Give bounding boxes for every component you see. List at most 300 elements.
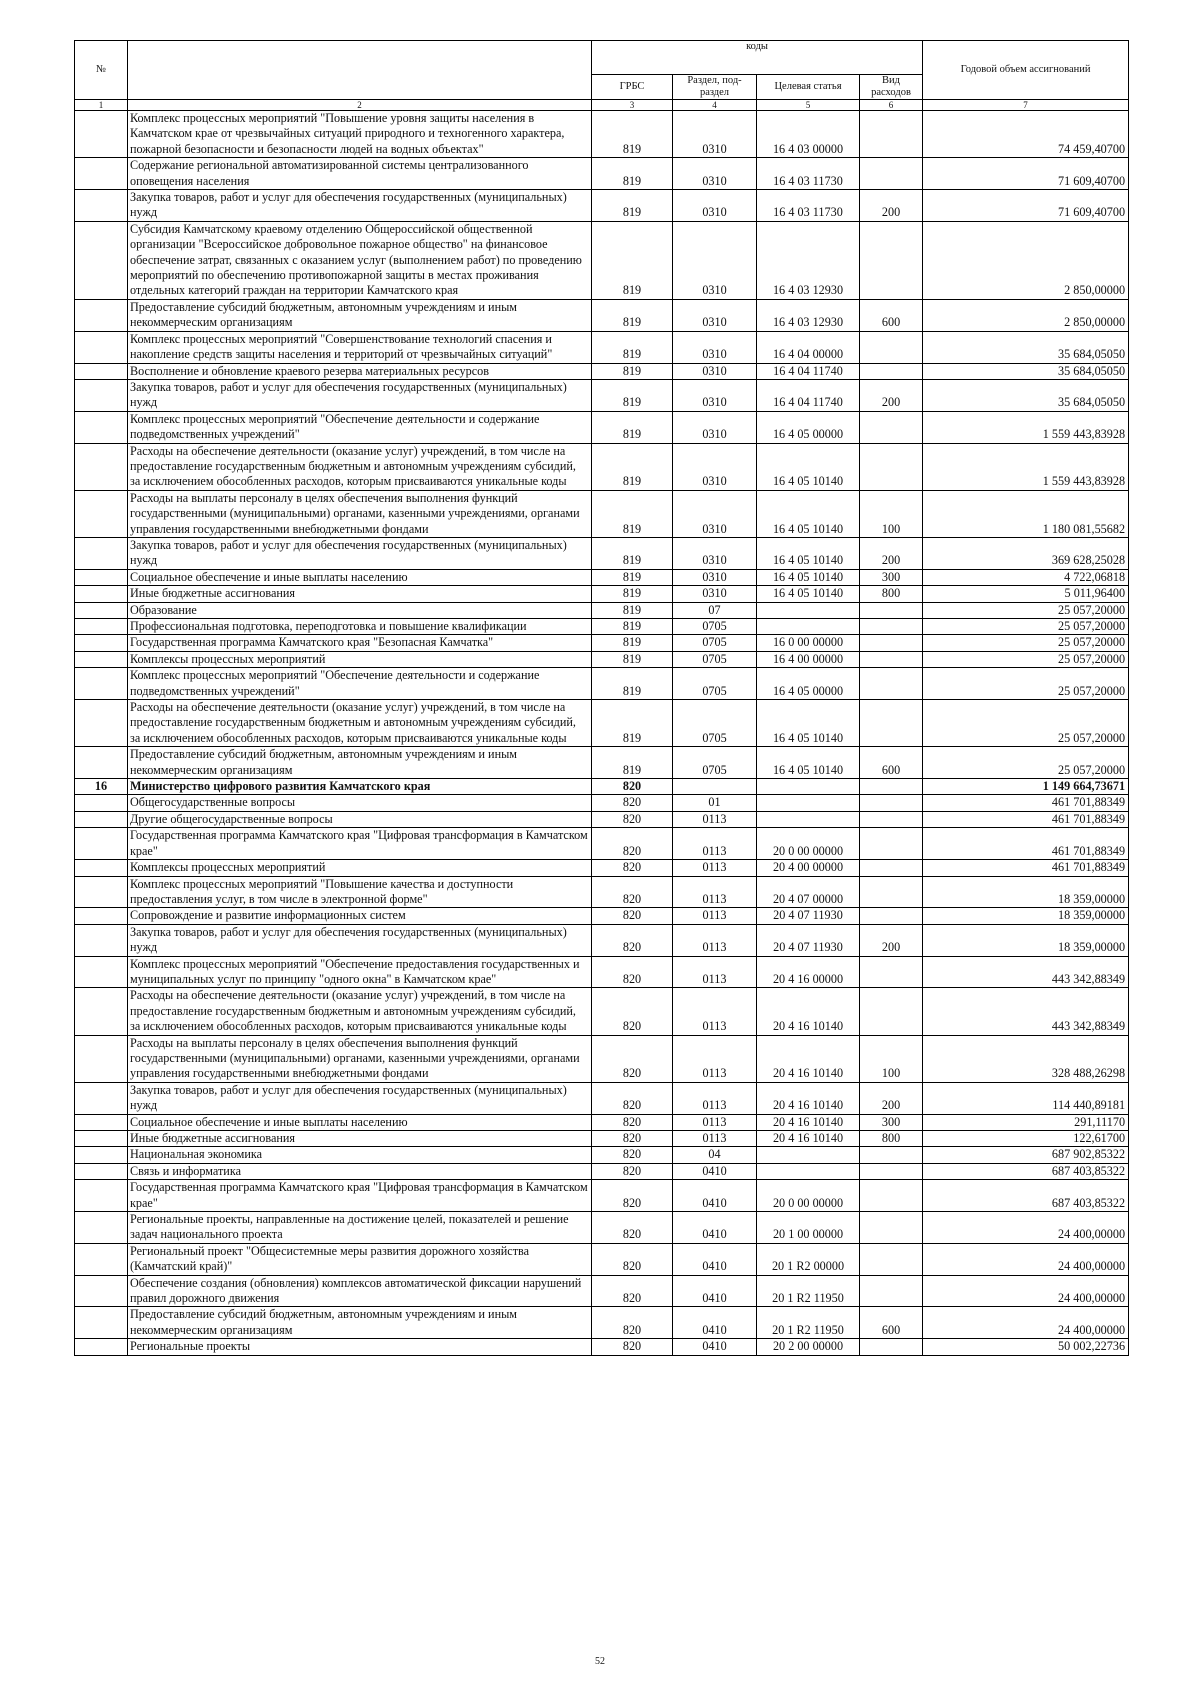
expense-name: Социальное обеспечение и иные выплаты населению — [128, 569, 592, 585]
section-code: 0410 — [673, 1307, 757, 1339]
grbs-code: 819 — [592, 747, 673, 779]
expense-name: Связь и информатика — [128, 1163, 592, 1179]
target-article: 16 4 05 10140 — [757, 537, 860, 569]
expense-type: 100 — [860, 1035, 923, 1082]
expense-type: 200 — [860, 1082, 923, 1114]
grbs-code: 819 — [592, 619, 673, 635]
amount: 25 057,20000 — [923, 668, 1129, 700]
table-row — [75, 443, 1129, 490]
row-number — [75, 1180, 128, 1212]
target-article: 16 4 05 00000 — [757, 668, 860, 700]
table-row — [75, 956, 1129, 988]
header-index: 3 — [592, 100, 673, 111]
table-row — [75, 1114, 1129, 1130]
row-number — [75, 795, 128, 811]
grbs-code: 819 — [592, 586, 673, 602]
target-article: 16 4 05 10140 — [757, 700, 860, 747]
amount: 25 057,20000 — [923, 619, 1129, 635]
amount: 369 628,25028 — [923, 537, 1129, 569]
section-code: 0310 — [673, 158, 757, 190]
amount: 35 684,05050 — [923, 379, 1129, 411]
amount: 24 400,00000 — [923, 1307, 1129, 1339]
row-number — [75, 1147, 128, 1163]
section-code: 0310 — [673, 569, 757, 585]
section-code: 01 — [673, 795, 757, 811]
section-code: 0310 — [673, 411, 757, 443]
target-article: 20 4 16 10140 — [757, 988, 860, 1035]
amount: 18 359,00000 — [923, 876, 1129, 908]
grbs-code: 819 — [592, 490, 673, 537]
budget-table — [74, 40, 1129, 1356]
target-article: 20 0 00 00000 — [757, 828, 860, 860]
expense-name: Региональный проект "Общесистемные меры развития дорожного хозяйства (Камчатский край)" — [128, 1243, 592, 1275]
row-number — [75, 619, 128, 635]
table-row — [75, 668, 1129, 700]
table-row — [75, 158, 1129, 190]
section-code: 0113 — [673, 828, 757, 860]
expense-type — [860, 221, 923, 299]
row-number — [75, 668, 128, 700]
amount: 25 057,20000 — [923, 635, 1129, 651]
row-number — [75, 299, 128, 331]
row-number — [75, 1163, 128, 1179]
section-code: 07 — [673, 602, 757, 618]
expense-type: 100 — [860, 490, 923, 537]
expense-name: Обеспечение создания (обновления) комплексов автоматической фиксации нарушений правил дорожного движения — [128, 1275, 592, 1307]
amount: 687 403,85322 — [923, 1163, 1129, 1179]
expense-type — [860, 1275, 923, 1307]
section-code: 0310 — [673, 537, 757, 569]
table-row — [75, 1307, 1129, 1339]
table-row — [75, 190, 1129, 222]
table-row — [75, 1131, 1129, 1147]
table-row — [75, 363, 1129, 379]
row-number — [75, 1243, 128, 1275]
header-amount: Годовой объем ассигнований — [923, 41, 1129, 100]
expense-type — [860, 363, 923, 379]
target-article: 16 4 05 10140 — [757, 443, 860, 490]
table-row — [75, 602, 1129, 618]
expense-name: Закупка товаров, работ и услуг для обеспечения государственных (муниципальных) нужд — [128, 924, 592, 956]
expense-name: Комплексы процессных мероприятий — [128, 860, 592, 876]
table-row — [75, 908, 1129, 924]
grbs-code: 820 — [592, 1114, 673, 1130]
table-row — [75, 1082, 1129, 1114]
expense-type: 600 — [860, 299, 923, 331]
target-article: 20 1 00 00000 — [757, 1212, 860, 1244]
target-article — [757, 795, 860, 811]
amount: 687 902,85322 — [923, 1147, 1129, 1163]
target-article: 20 0 00 00000 — [757, 1180, 860, 1212]
table-row — [75, 221, 1129, 299]
expense-type — [860, 635, 923, 651]
section-code: 0410 — [673, 1212, 757, 1244]
expense-name: Государственная программа Камчатского края "Цифровая трансформация в Камчатском крае" — [128, 1180, 592, 1212]
section-code: 0310 — [673, 586, 757, 602]
expense-type: 200 — [860, 924, 923, 956]
header-codes: коды — [592, 41, 923, 75]
amount: 291,11170 — [923, 1114, 1129, 1130]
row-number — [75, 1082, 128, 1114]
grbs-code: 820 — [592, 1147, 673, 1163]
expense-name: Государственная программа Камчатского края "Безопасная Камчатка" — [128, 635, 592, 651]
expense-name: Социальное обеспечение и иные выплаты населению — [128, 1114, 592, 1130]
grbs-code: 820 — [592, 1212, 673, 1244]
grbs-code: 820 — [592, 876, 673, 908]
target-article: 16 4 04 00000 — [757, 331, 860, 363]
expense-type — [860, 111, 923, 158]
target-article: 20 4 07 00000 — [757, 876, 860, 908]
expense-name: Иные бюджетные ассигнования — [128, 1131, 592, 1147]
amount: 35 684,05050 — [923, 363, 1129, 379]
section-code: 0310 — [673, 299, 757, 331]
table-row — [75, 651, 1129, 667]
expense-name: Предоставление субсидий бюджетным, автономным учреждениям и иным некоммерческим организациям — [128, 1307, 592, 1339]
section-code: 0113 — [673, 924, 757, 956]
amount: 24 400,00000 — [923, 1212, 1129, 1244]
amount: 35 684,05050 — [923, 331, 1129, 363]
target-article: 16 4 05 10140 — [757, 586, 860, 602]
amount: 25 057,20000 — [923, 747, 1129, 779]
row-number — [75, 111, 128, 158]
table-row — [75, 490, 1129, 537]
row-number — [75, 363, 128, 379]
row-number — [75, 988, 128, 1035]
section-code: 0113 — [673, 988, 757, 1035]
row-number — [75, 1275, 128, 1307]
row-number — [75, 1212, 128, 1244]
expense-name: Образование — [128, 602, 592, 618]
target-article: 20 4 16 10140 — [757, 1035, 860, 1082]
table-row — [75, 1339, 1129, 1355]
row-number — [75, 331, 128, 363]
expense-name: Закупка товаров, работ и услуг для обеспечения государственных (муниципальных) нужд — [128, 190, 592, 222]
expense-name: Комплекс процессных мероприятий "Обеспечение предоставления государственных и муниципальных услуг по принципу "одного окна" в Камчатском крае" — [128, 956, 592, 988]
row-number: 16 — [75, 779, 128, 795]
table-row — [75, 747, 1129, 779]
page-number: 52 — [595, 1656, 605, 1667]
expense-type — [860, 779, 923, 795]
expense-type — [860, 1212, 923, 1244]
amount: 18 359,00000 — [923, 924, 1129, 956]
expense-name: Комплекс процессных мероприятий "Повышение качества и доступности предоставления услуг, в том числе в электронной форме" — [128, 876, 592, 908]
expense-type: 200 — [860, 190, 923, 222]
amount: 122,61700 — [923, 1131, 1129, 1147]
section-code: 0705 — [673, 635, 757, 651]
amount: 50 002,22736 — [923, 1339, 1129, 1355]
section-code: 0705 — [673, 668, 757, 700]
grbs-code: 820 — [592, 1082, 673, 1114]
grbs-code: 820 — [592, 828, 673, 860]
grbs-code: 819 — [592, 443, 673, 490]
table-row — [75, 700, 1129, 747]
expense-name: Министерство цифрового развития Камчатского края — [128, 779, 592, 795]
expense-type — [860, 1163, 923, 1179]
expense-name: Субсидия Камчатскому краевому отделению Общероссийской общественной организации "Всероссийское добровольное пожарное общество" на финансовое обеспечение затрат, связанных с оказанием услуг (выполнением работ) по проведению мероприятий по обеспечению противопожарной защиты в местах проживания отдельных категорий граждан на территории Камчатского края — [128, 221, 592, 299]
target-article: 20 4 07 11930 — [757, 908, 860, 924]
table-row — [75, 1163, 1129, 1179]
header-index: 7 — [923, 100, 1129, 111]
table-row — [75, 537, 1129, 569]
table-row — [75, 1212, 1129, 1244]
expense-type: 200 — [860, 537, 923, 569]
target-article — [757, 1163, 860, 1179]
target-article: 16 4 04 11740 — [757, 363, 860, 379]
section-code: 0310 — [673, 111, 757, 158]
grbs-code: 819 — [592, 158, 673, 190]
table-row — [75, 411, 1129, 443]
grbs-code: 819 — [592, 363, 673, 379]
expense-type — [860, 828, 923, 860]
expense-name: Государственная программа Камчатского края "Цифровая трансформация в Камчатском крае" — [128, 828, 592, 860]
target-article: 16 4 05 00000 — [757, 411, 860, 443]
expense-type: 600 — [860, 747, 923, 779]
table-row — [75, 1180, 1129, 1212]
grbs-code: 820 — [592, 1131, 673, 1147]
header-index: 6 — [860, 100, 923, 111]
expense-name: Закупка товаров, работ и услуг для обеспечения государственных (муниципальных) нужд — [128, 379, 592, 411]
expense-type — [860, 602, 923, 618]
table-header — [75, 41, 1129, 111]
target-article: 20 4 00 00000 — [757, 860, 860, 876]
amount: 25 057,20000 — [923, 700, 1129, 747]
table-row — [75, 299, 1129, 331]
expense-name: Восполнение и обновление краевого резерва материальных ресурсов — [128, 363, 592, 379]
target-article: 16 4 03 00000 — [757, 111, 860, 158]
amount: 71 609,40700 — [923, 158, 1129, 190]
table-row — [75, 111, 1129, 158]
grbs-code: 820 — [592, 1339, 673, 1355]
row-number — [75, 602, 128, 618]
expense-name: Комплекс процессных мероприятий "Совершенствование технологий спасения и накопление средств защиты населения и территорий от чрезвычайных ситуаций" — [128, 331, 592, 363]
amount: 1 149 664,73671 — [923, 779, 1129, 795]
row-number — [75, 828, 128, 860]
expense-name: Предоставление субсидий бюджетным, автономным учреждениям и иным некоммерческим организациям — [128, 299, 592, 331]
amount: 461 701,88349 — [923, 795, 1129, 811]
row-number — [75, 586, 128, 602]
amount: 687 403,85322 — [923, 1180, 1129, 1212]
target-article — [757, 779, 860, 795]
target-article: 16 4 05 10140 — [757, 490, 860, 537]
amount: 24 400,00000 — [923, 1275, 1129, 1307]
header-type: Вид расходов — [860, 75, 923, 100]
header-index: 1 — [75, 100, 128, 111]
expense-type — [860, 158, 923, 190]
grbs-code: 819 — [592, 411, 673, 443]
amount: 1 559 443,83928 — [923, 411, 1129, 443]
section-code: 0113 — [673, 908, 757, 924]
section-code: 0705 — [673, 747, 757, 779]
expense-type — [860, 619, 923, 635]
expense-type: 800 — [860, 586, 923, 602]
grbs-code: 820 — [592, 1163, 673, 1179]
amount: 461 701,88349 — [923, 811, 1129, 827]
header-index: 2 — [128, 100, 592, 111]
expense-name: Региональные проекты, направленные на достижение целей, показателей и решение задач национального проекта — [128, 1212, 592, 1244]
grbs-code: 819 — [592, 602, 673, 618]
target-article — [757, 811, 860, 827]
row-number — [75, 1114, 128, 1130]
grbs-code: 819 — [592, 331, 673, 363]
section-code: 0310 — [673, 490, 757, 537]
amount: 74 459,40700 — [923, 111, 1129, 158]
expense-type: 800 — [860, 1131, 923, 1147]
table-row — [75, 635, 1129, 651]
expense-name: Региональные проекты — [128, 1339, 592, 1355]
expense-type: 300 — [860, 569, 923, 585]
section-code: 0113 — [673, 1131, 757, 1147]
expense-name: Предоставление субсидий бюджетным, автономным учреждениям и иным некоммерческим организациям — [128, 747, 592, 779]
target-article: 20 4 07 11930 — [757, 924, 860, 956]
target-article — [757, 1147, 860, 1163]
header-grbs: ГРБС — [592, 75, 673, 100]
expense-name: Профессиональная подготовка, переподготовка и повышение квалификации — [128, 619, 592, 635]
row-number — [75, 811, 128, 827]
table-row — [75, 379, 1129, 411]
expense-name: Содержание региональной автоматизированной системы централизованного оповещения населения — [128, 158, 592, 190]
amount: 461 701,88349 — [923, 828, 1129, 860]
grbs-code: 819 — [592, 379, 673, 411]
grbs-code: 819 — [592, 299, 673, 331]
target-article: 16 4 03 11730 — [757, 190, 860, 222]
grbs-code: 819 — [592, 651, 673, 667]
section-code: 0113 — [673, 956, 757, 988]
section-code: 0410 — [673, 1163, 757, 1179]
table-row — [75, 1147, 1129, 1163]
target-article: 20 4 16 10140 — [757, 1131, 860, 1147]
row-number — [75, 158, 128, 190]
expense-type — [860, 1147, 923, 1163]
target-article: 20 1 R2 00000 — [757, 1243, 860, 1275]
row-number — [75, 924, 128, 956]
expense-type — [860, 651, 923, 667]
expense-type — [860, 411, 923, 443]
grbs-code: 820 — [592, 924, 673, 956]
amount: 443 342,88349 — [923, 988, 1129, 1035]
amount: 461 701,88349 — [923, 860, 1129, 876]
row-number — [75, 700, 128, 747]
grbs-code: 819 — [592, 221, 673, 299]
row-number — [75, 747, 128, 779]
table-row — [75, 1035, 1129, 1082]
expense-name: Закупка товаров, работ и услуг для обеспечения государственных (муниципальных) нужд — [128, 1082, 592, 1114]
expense-name: Закупка товаров, работ и услуг для обеспечения государственных (муниципальных) нужд — [128, 537, 592, 569]
row-number — [75, 443, 128, 490]
amount: 443 342,88349 — [923, 956, 1129, 988]
table-row — [75, 1243, 1129, 1275]
row-number — [75, 956, 128, 988]
grbs-code: 819 — [592, 111, 673, 158]
grbs-code: 820 — [592, 860, 673, 876]
row-number — [75, 569, 128, 585]
row-number — [75, 908, 128, 924]
row-number — [75, 490, 128, 537]
section-code: 0410 — [673, 1339, 757, 1355]
header-target: Целевая статья — [757, 75, 860, 100]
expense-name: Национальная экономика — [128, 1147, 592, 1163]
target-article: 16 4 05 10140 — [757, 569, 860, 585]
expense-type — [860, 1243, 923, 1275]
row-number — [75, 651, 128, 667]
table-row — [75, 795, 1129, 811]
expense-type — [860, 908, 923, 924]
expense-type — [860, 1339, 923, 1355]
target-article: 20 4 16 10140 — [757, 1114, 860, 1130]
expense-type — [860, 956, 923, 988]
amount: 5 011,96400 — [923, 586, 1129, 602]
target-article: 16 0 00 00000 — [757, 635, 860, 651]
row-number — [75, 635, 128, 651]
amount: 2 850,00000 — [923, 299, 1129, 331]
grbs-code: 820 — [592, 779, 673, 795]
amount: 328 488,26298 — [923, 1035, 1129, 1082]
row-number — [75, 1131, 128, 1147]
section-code: 0310 — [673, 331, 757, 363]
grbs-code: 819 — [592, 635, 673, 651]
header-name — [128, 41, 592, 100]
grbs-code: 820 — [592, 988, 673, 1035]
expense-name: Комплекс процессных мероприятий "Повышение уровня защиты населения в Камчатском крае от чрезвычайных ситуаций природного и техногенного характера, пожарной безопасности и безопасности людей на водных объектах" — [128, 111, 592, 158]
expense-name: Общегосударственные вопросы — [128, 795, 592, 811]
grbs-code: 820 — [592, 956, 673, 988]
target-article: 16 4 05 10140 — [757, 747, 860, 779]
table-row — [75, 876, 1129, 908]
section-code — [673, 779, 757, 795]
row-number — [75, 537, 128, 569]
expense-name: Расходы на обеспечение деятельности (оказание услуг) учреждений, в том числе на предоставление государственным бюджетным и автономным учреждениям субсидий, за исключением обособленных расходов, которым присваиваются уникальные коды — [128, 700, 592, 747]
amount: 114 440,89181 — [923, 1082, 1129, 1114]
expense-name: Расходы на обеспечение деятельности (оказание услуг) учреждений, в том числе на предоставление государственным бюджетным и автономным учреждениям субсидий, за исключением обособленных расходов, которым присваиваются уникальные коды — [128, 988, 592, 1035]
expense-type — [860, 1180, 923, 1212]
target-article: 20 4 16 10140 — [757, 1082, 860, 1114]
table-row — [75, 828, 1129, 860]
expense-name: Другие общегосударственные вопросы — [128, 811, 592, 827]
section-code: 04 — [673, 1147, 757, 1163]
row-number — [75, 221, 128, 299]
expense-type: 600 — [860, 1307, 923, 1339]
expense-type — [860, 443, 923, 490]
target-article: 16 4 03 12930 — [757, 221, 860, 299]
expense-type — [860, 700, 923, 747]
expense-name: Расходы на обеспечение деятельности (оказание услуг) учреждений, в том числе на предоставление государственным бюджетным и автономным учреждениям субсидий, за исключением обособленных расходов, которым присваиваются уникальные коды — [128, 443, 592, 490]
section-code: 0705 — [673, 651, 757, 667]
expense-name: Комплекс процессных мероприятий "Обеспечение деятельности и содержание подведомственных учреждений" — [128, 411, 592, 443]
grbs-code: 820 — [592, 1275, 673, 1307]
row-number — [75, 379, 128, 411]
amount: 1 559 443,83928 — [923, 443, 1129, 490]
target-article: 16 4 03 11730 — [757, 158, 860, 190]
section-code: 0113 — [673, 860, 757, 876]
expense-name: Расходы на выплаты персоналу в целях обеспечения выполнения функций государственными (муниципальными) органами, казенными учреждениями, органами управления государственными внебюджетными фондами — [128, 490, 592, 537]
expense-type — [860, 668, 923, 700]
header-no: № — [75, 41, 128, 100]
section-code: 0310 — [673, 221, 757, 299]
expense-name: Сопровождение и развитие информационных систем — [128, 908, 592, 924]
table-body — [75, 111, 1129, 1356]
section-code: 0113 — [673, 1114, 757, 1130]
row-number — [75, 1035, 128, 1082]
row-number — [75, 860, 128, 876]
table-row — [75, 924, 1129, 956]
grbs-code: 820 — [592, 1035, 673, 1082]
target-article — [757, 602, 860, 618]
header-index: 4 — [673, 100, 757, 111]
row-number — [75, 876, 128, 908]
table-row — [75, 331, 1129, 363]
grbs-code: 820 — [592, 795, 673, 811]
grbs-code: 819 — [592, 190, 673, 222]
grbs-code: 820 — [592, 1307, 673, 1339]
